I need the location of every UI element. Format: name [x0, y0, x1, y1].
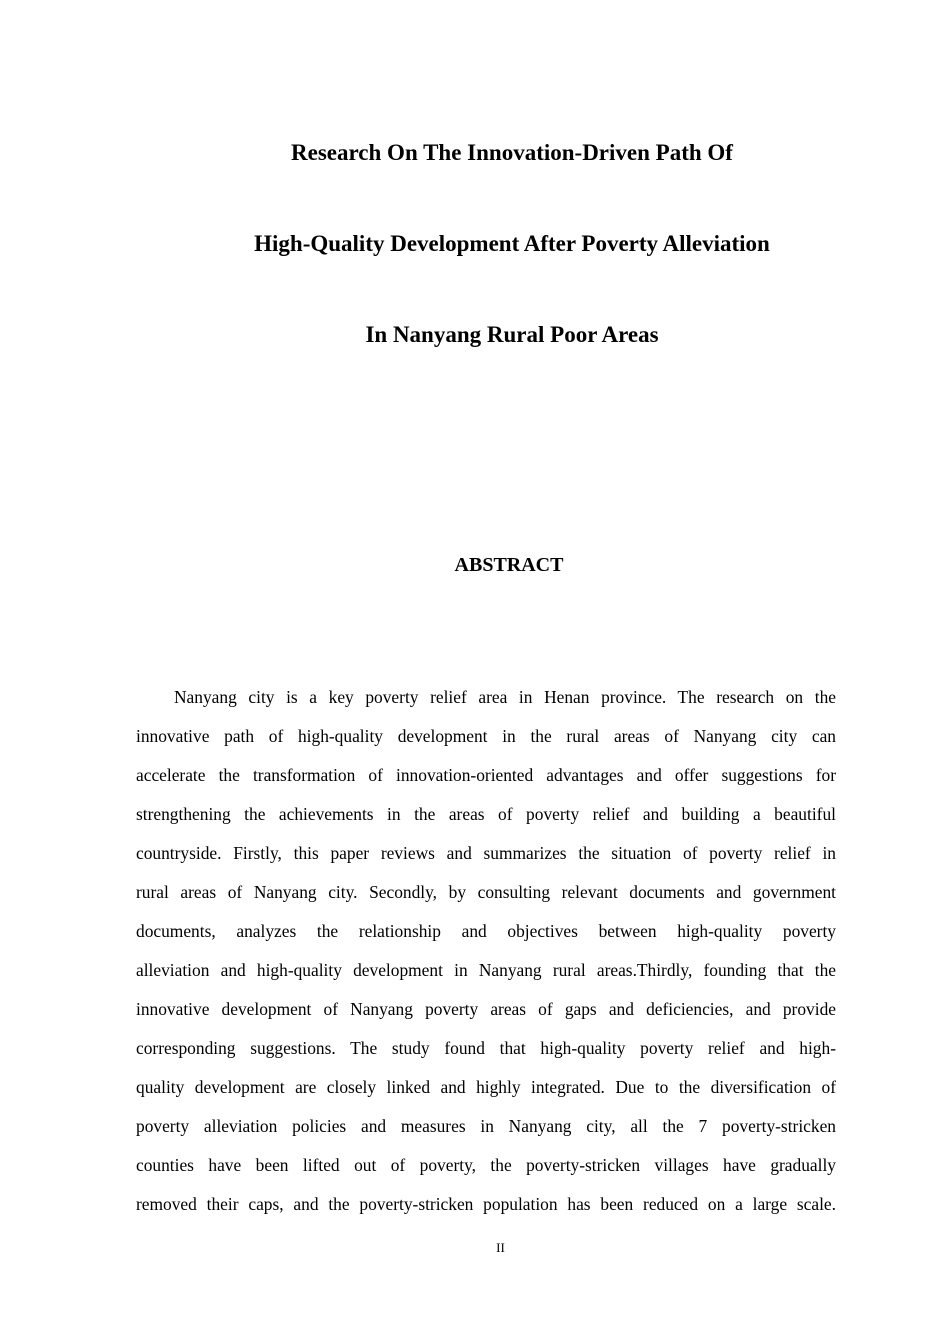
- abstract-line: quality development are closely linked and highly integrated. Due to the diversification of: [136, 1077, 836, 1097]
- abstract-line: accelerate the transformation of innovation-oriented advantages and offer suggestions for: [136, 765, 836, 785]
- abstract-line: alleviation and high-quality development in Nanyang rural areas.Thirdly, founding that the: [136, 960, 836, 980]
- abstract-line: strengthening the achievements in the areas of poverty relief and building a beautiful: [136, 804, 836, 824]
- abstract-line: rural areas of Nanyang city. Secondly, by consulting relevant documents and government: [136, 882, 836, 902]
- abstract-line: removed their caps, and the poverty-stricken population has been reduced on a large scale.: [136, 1194, 836, 1214]
- abstract-line: counties have been lifted out of poverty, the poverty-stricken villages have gradually: [136, 1155, 836, 1175]
- title-line-1: Research On The Innovation-Driven Path Of: [291, 140, 733, 165]
- abstract-line: countryside. Firstly, this paper reviews and summarizes the situation of poverty relief in: [136, 843, 836, 863]
- abstract-line: corresponding suggestions. The study found that high-quality poverty relief and high-: [136, 1038, 836, 1058]
- abstract-heading: ABSTRACT: [454, 554, 564, 576]
- title-line-2: High-Quality Development After Poverty Alleviation: [254, 231, 770, 256]
- abstract-line: documents, analyzes the relationship and objectives between high-quality poverty: [136, 921, 836, 941]
- page-number: II: [496, 1240, 505, 1255]
- abstract-line: innovative path of high-quality development in the rural areas of Nanyang city can: [136, 726, 836, 746]
- abstract-line: innovative development of Nanyang poverty areas of gaps and deficiencies, and provide: [136, 999, 836, 1019]
- abstract-line: Nanyang city is a key poverty relief area in Henan province. The research on the: [174, 687, 836, 707]
- abstract-line: poverty alleviation policies and measures in Nanyang city, all the 7 poverty-stricken: [136, 1116, 836, 1136]
- title-line-3: In Nanyang Rural Poor Areas: [365, 322, 659, 347]
- abstract-body: [136, 678, 836, 1224]
